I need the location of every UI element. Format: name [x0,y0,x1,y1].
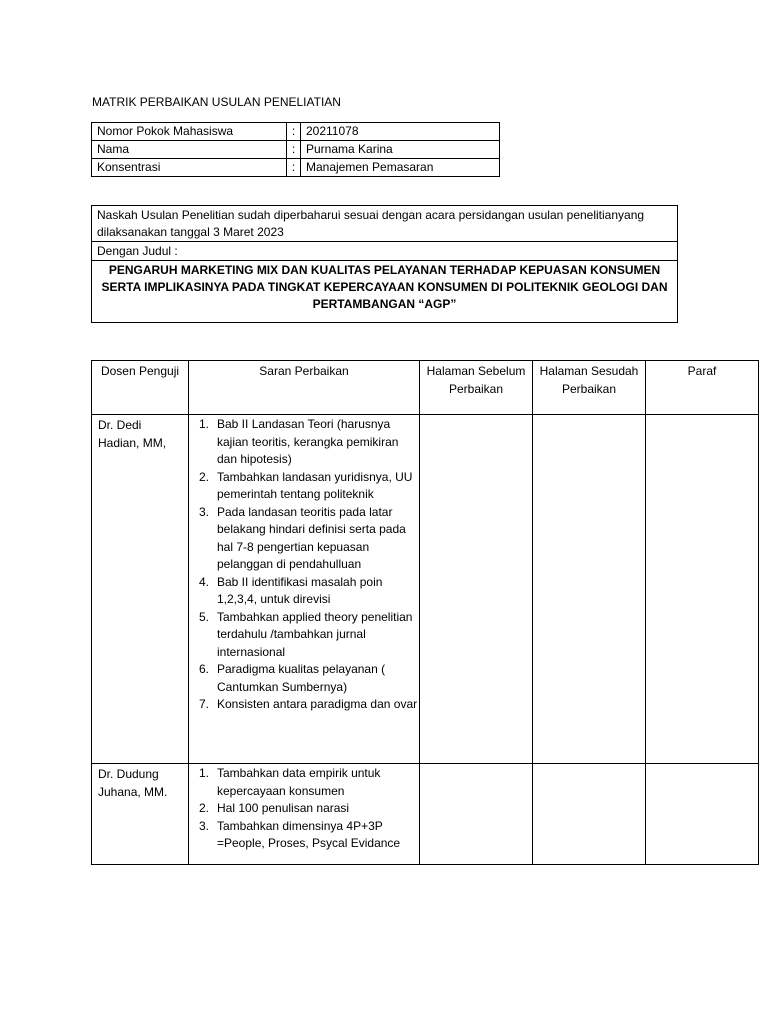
page-before-cell [420,415,533,764]
header-page-after: Halaman Sesudah Perbaikan [533,361,646,415]
identity-label: Nama [92,141,287,159]
list-item: 6. Paradigma kualitas pelayanan ( Cantumkan Sumbernya) [199,662,386,694]
list-item: 5. Tambahkan applied theory penelitian terdahulu /tambahkan jurnal internasional [199,609,413,659]
identity-value: Purnama Karina [301,141,500,159]
title-label: Dengan Judul : [92,242,678,261]
suggestion-cell [189,764,420,865]
header-signature: Paraf [646,361,759,415]
page-after-cell [533,415,646,764]
research-title: PENGARUH MARKETING MIX DAN KUALITAS PELAYANAN TERHADAP KEPUASAN KONSUMEN SERTA IMPLIKASINYA PADA TINGKAT KEPERCAYAAN KONSUMEN DI POLITEKNIK GEOLOGI DAN PERTAMBANGAN “AGP” [92,261,678,323]
page-after-cell [533,764,646,865]
identity-row-concentration [92,159,500,177]
list-item: 4. Bab II identifikasi masalah poin 1,2,3,4, untuk direvisi [199,574,383,606]
table-row [92,764,759,865]
suggestion-cell [189,415,420,764]
identity-value: 20211078 [301,123,500,141]
identity-value: Manajemen Pemasaran [301,159,500,177]
list-item: 1. Tambahkan data empirik untuk kepercayaan konsumen [199,766,381,798]
header-page-before: Halaman Sebelum Perbaikan [420,361,533,415]
document-title: MATRIK PERBAIKAN USULAN PENELIATIAN [92,95,341,109]
suggestion-list [194,764,419,853]
signature-cell [646,764,759,865]
table-row [92,415,759,764]
identity-separator: : [287,123,301,141]
identity-separator: : [287,141,301,159]
revision-matrix-table [91,360,759,865]
header-examiner: Dosen Penguji [92,361,189,415]
page-before-cell [420,764,533,865]
list-item: 3. Tambahkan dimensinya 4P+3P =People, Proses, Psycal Evidance [199,818,401,850]
table-header-row [92,361,759,415]
header-suggestion: Saran Perbaikan [189,361,420,415]
identity-row-npm [92,123,500,141]
suggestion-list [194,415,419,714]
list-item: 1. Bab II Landasan Teori (harusnya kajian teoritis, kerangka pemikiran dan hipotesis) [199,417,399,466]
list-item: 2. Hal 100 penulisan narasi [199,801,350,815]
identity-label: Konsentrasi [92,159,287,177]
identity-separator: : [287,159,301,177]
revision-statement-text: Naskah Usulan Penelitian sudah diperbaharui sesuai dengan acara persidangan usulan penelitianyang dilaksanakan tanggal 3 Maret 2023 [92,206,678,242]
revision-statement-table [91,205,678,323]
signature-cell [646,415,759,764]
list-item: 3. Pada landasan teoritis pada latar belakang hindari definisi serta pada hal 7-8 pengertian kepuasan pelanggan di pendahulluan [199,504,406,571]
examiner-name: Dr. Dedi Hadian, MM, [92,415,189,764]
examiner-name: Dr. Dudung Juhana, MM. [92,764,189,865]
list-item: 7. Konsisten antara paradigma dan ovar [199,697,418,711]
list-item: 2. Tambahkan landasan yuridisnya, UU pemerintah tentang politeknik [199,469,413,501]
identity-row-name [92,141,500,159]
student-identity-table [91,122,500,177]
identity-label: Nomor Pokok Mahasiswa [92,123,287,141]
